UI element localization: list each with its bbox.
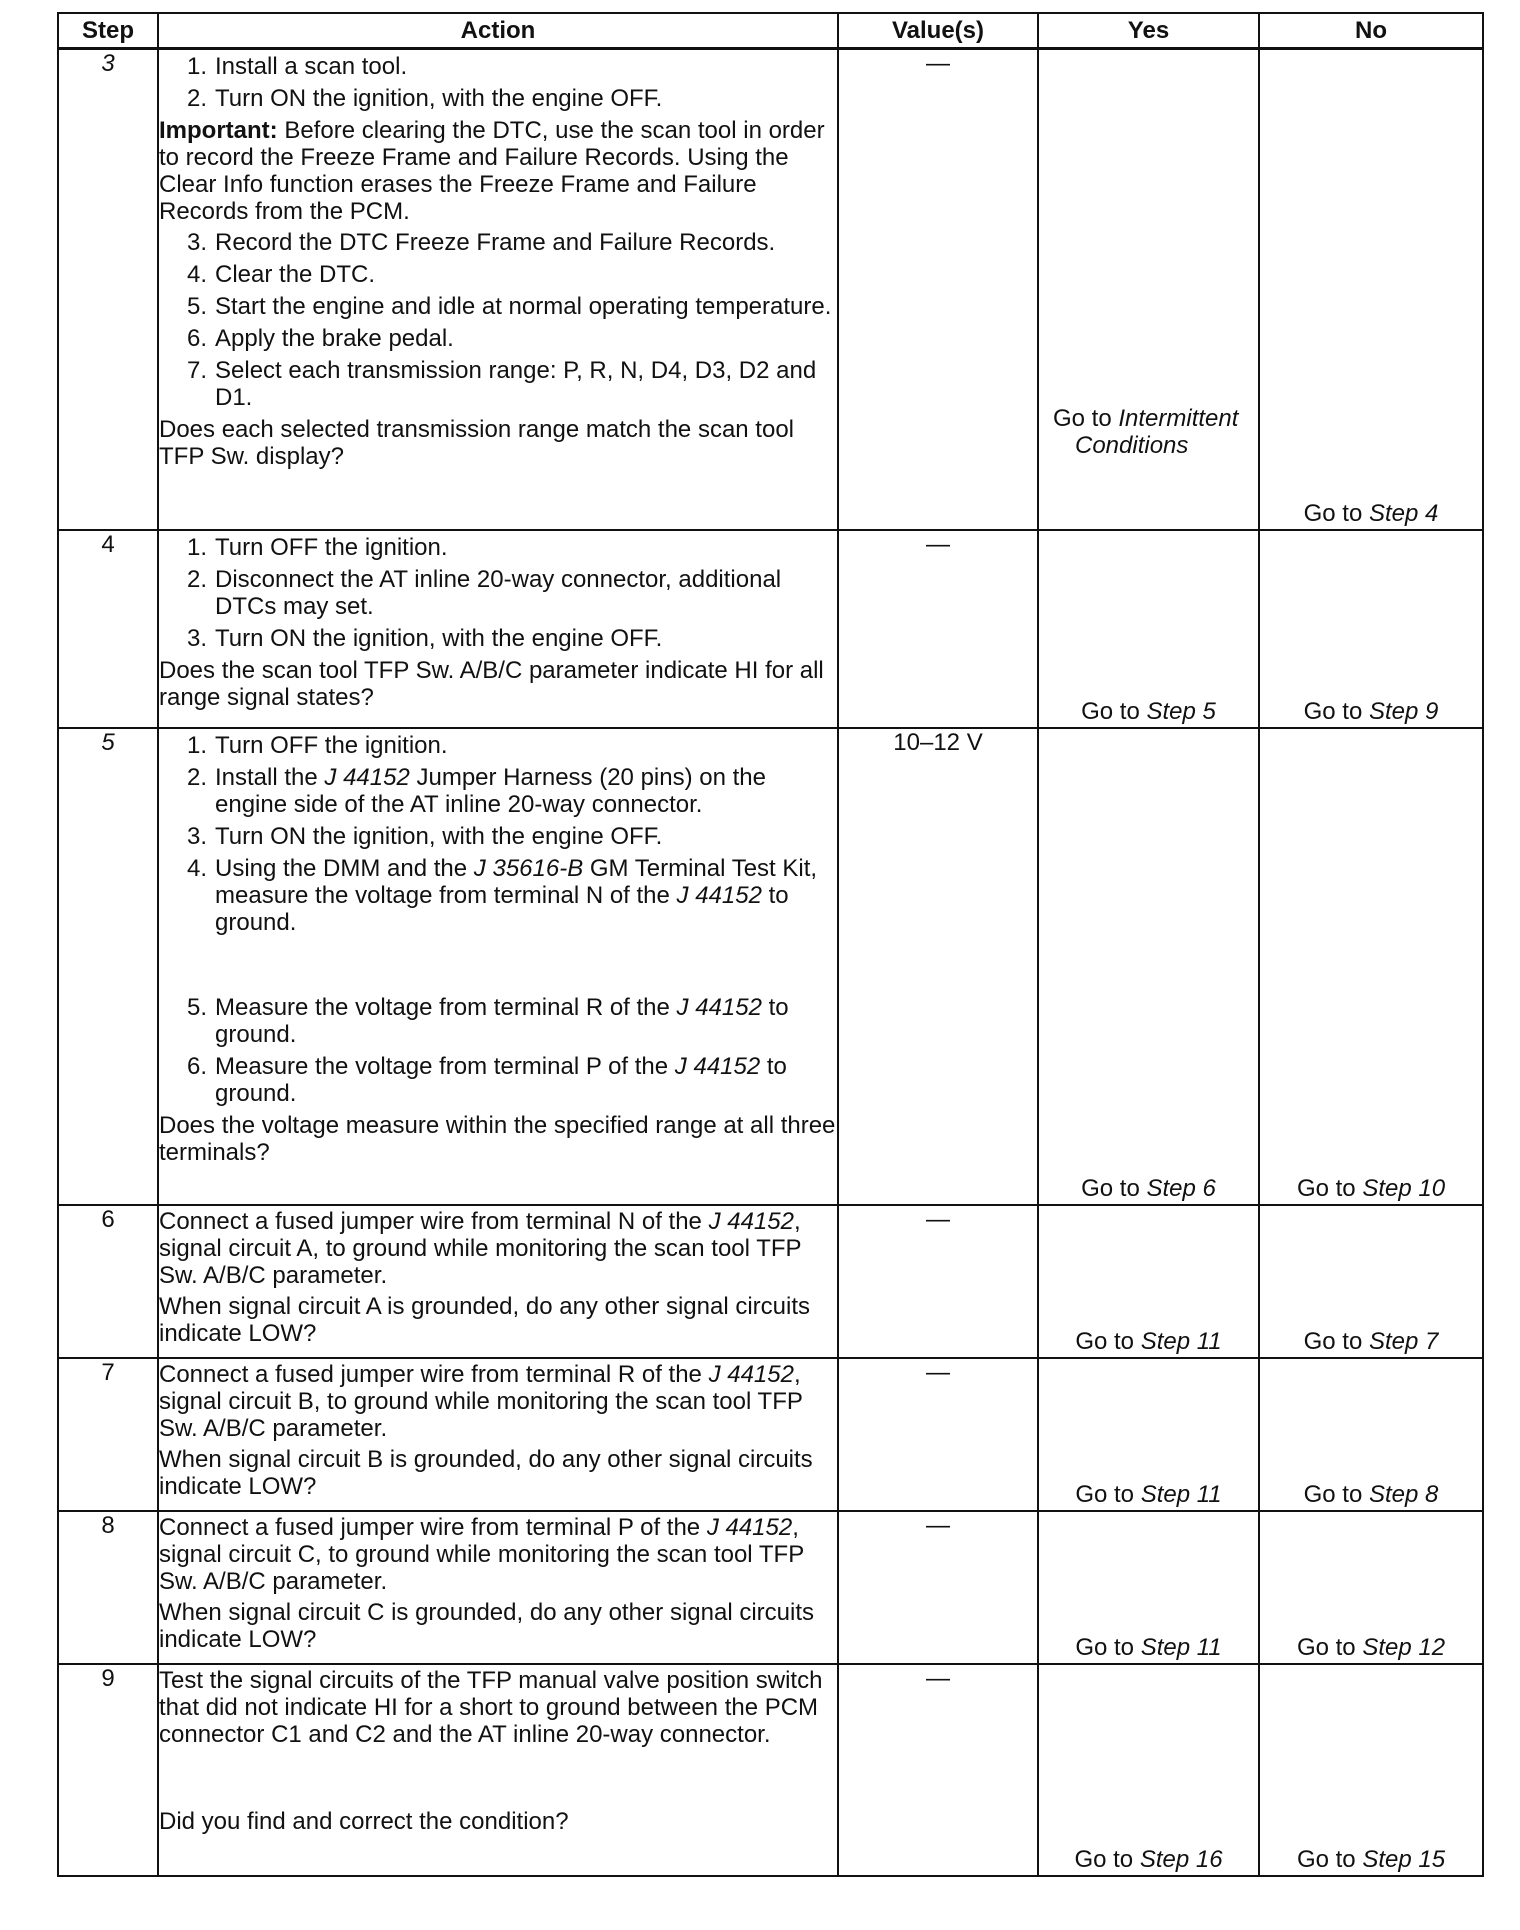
value-cell: — — [838, 1358, 1038, 1511]
value-cell: — — [838, 1664, 1038, 1876]
action-cell: Connect a fused jumper wire from terminal N of the J 44152, signal circuit A, to ground while monitoring the scan tool TFP Sw. A/B/C parameter. When signal circuit A is grounded, do any other signal circuits indicate LOW? — [158, 1205, 838, 1358]
table-row — [58, 530, 1483, 728]
value-cell: — — [838, 530, 1038, 728]
header-no: No — [1259, 13, 1483, 49]
list-item: 2. Disconnect the AT inline 20-way connector, additional DTCs may set. — [186, 566, 782, 620]
action-cell — [158, 49, 838, 531]
list-item: 1. Turn OFF the ignition. — [186, 534, 448, 561]
list-item: 5. Measure the voltage from terminal R of the J 44152 to ground. — [186, 994, 789, 1048]
list-item: 3. Turn ON the ignition, with the engine OFF. — [186, 625, 663, 652]
no-link[interactable]: Go to Step 7 — [1303, 1328, 1439, 1355]
list-item: 3. Record the DTC Freeze Frame and Failure Records. — [186, 229, 776, 256]
list-item: 1. Install a scan tool. — [186, 53, 408, 80]
yes-cell — [1038, 728, 1259, 1205]
yes-link[interactable]: Go to Step 6 — [1081, 1175, 1216, 1202]
step-number: 5 — [58, 728, 158, 1205]
header-step: Step — [58, 13, 158, 49]
list-item: 1. Turn OFF the ignition. — [186, 732, 448, 759]
no-cell — [1259, 1511, 1483, 1664]
yes-cell — [1038, 530, 1259, 728]
table-row — [58, 1511, 1483, 1664]
question: Did you find and correct the condition? — [159, 1808, 569, 1835]
table-row — [58, 1205, 1483, 1358]
list-item: 4. Using the DMM and the J 35616-B GM Terminal Test Kit, measure the voltage from terminal N of the J 44152 to ground. — [186, 855, 818, 936]
header-row — [58, 13, 1483, 49]
question: Does the scan tool TFP Sw. A/B/C parameter indicate HI for all range signal states? — [159, 657, 824, 711]
question: Does the voltage measure within the specified range at all three terminals? — [159, 1112, 836, 1166]
action-cell — [158, 728, 838, 1205]
yes-link[interactable]: Go to Step 11 — [1075, 1481, 1222, 1508]
yes-cell — [1038, 1664, 1259, 1876]
step-number: 7 — [58, 1358, 158, 1511]
action-cell: Connect a fused jumper wire from terminal R of the J 44152, signal circuit B, to ground while monitoring the scan tool TFP Sw. A/B/C parameter. When signal circuit B is grounded, do any other signal circuits indicate LOW? — [158, 1358, 838, 1511]
value-cell: — — [838, 1205, 1038, 1358]
yes-cell — [1038, 49, 1259, 531]
step-number: 9 — [58, 1664, 158, 1876]
list-item: 4. Clear the DTC. — [186, 261, 376, 288]
diagnostic-table — [57, 12, 1484, 1877]
no-link[interactable]: Go to Step 9 — [1303, 698, 1439, 725]
step-number: 8 — [58, 1511, 158, 1664]
list-item: 6. Measure the voltage from terminal P of the J 44152 to ground. — [186, 1053, 787, 1107]
yes-cell — [1038, 1358, 1259, 1511]
important-note: Important: Before clearing the DTC, use the scan tool in order to record the Freeze Frame and Failure Records. Using the Clear Info function erases the Freeze Frame and Failure Records from the PCM. — [159, 117, 825, 225]
yes-link[interactable]: Go to Step 11 — [1075, 1328, 1222, 1355]
value-cell: — — [838, 49, 1038, 531]
list-item: 7. Select each transmission range: P, R, N, D4, D3, D2 and D1. — [186, 357, 817, 411]
action-cell: Connect a fused jumper wire from terminal P of the J 44152, signal circuit C, to ground while monitoring the scan tool TFP Sw. A/B/C parameter. When signal circuit C is grounded, do any other signal circuits indicate LOW? — [158, 1511, 838, 1664]
no-link[interactable]: Go to Step 12 — [1296, 1634, 1446, 1661]
no-link[interactable]: Go to Step 15 — [1296, 1846, 1446, 1873]
question: Does each selected transmission range match the scan tool TFP Sw. display? — [159, 416, 795, 470]
question: When signal circuit B is grounded, do any other signal circuits indicate LOW? — [159, 1446, 813, 1500]
yes-cell — [1038, 1205, 1259, 1358]
table-row — [58, 1358, 1483, 1511]
step-number: 3 — [58, 49, 158, 531]
header-action: Action — [158, 13, 838, 49]
yes-link[interactable]: Go to Step 11 — [1075, 1634, 1222, 1661]
action-cell — [158, 530, 838, 728]
list-item: 6. Apply the brake pedal. — [186, 325, 454, 352]
no-link[interactable]: Go to Step 10 — [1296, 1175, 1446, 1202]
table-row — [58, 49, 1483, 531]
no-cell — [1259, 1205, 1483, 1358]
step-number: 4 — [58, 530, 158, 728]
no-cell — [1259, 49, 1483, 531]
no-link[interactable]: Go to Step 4 — [1303, 500, 1439, 527]
value-cell: — — [838, 1511, 1038, 1664]
no-cell — [1259, 530, 1483, 728]
header-values: Value(s) — [838, 13, 1038, 49]
question: When signal circuit C is grounded, do any other signal circuits indicate LOW? — [159, 1599, 814, 1653]
no-cell — [1259, 1664, 1483, 1876]
list-item: 3. Turn ON the ignition, with the engine OFF. — [186, 823, 663, 850]
no-link[interactable]: Go to Step 8 — [1303, 1481, 1439, 1508]
no-cell — [1259, 1358, 1483, 1511]
yes-link[interactable]: Go to Step 16 — [1074, 1846, 1223, 1873]
action-cell: Test the signal circuits of the TFP manual valve position switch that did not indicate HI for a short to ground between the PCM connector C1 and C2 and the AT inline 20-way connector. Did you find and correct the condition? — [158, 1664, 838, 1876]
list-item: 5. Start the engine and idle at normal operating temperature. — [186, 293, 832, 320]
header-yes: Yes — [1038, 13, 1259, 49]
list-item: 2. Turn ON the ignition, with the engine OFF. — [186, 85, 663, 112]
value-cell: 10–12 V — [838, 728, 1038, 1205]
table-row — [58, 728, 1483, 1205]
question: When signal circuit A is grounded, do any other signal circuits indicate LOW? — [159, 1293, 811, 1347]
list-item: 2. Install the J 44152 Jumper Harness (20 pins) on the engine side of the AT inline 20-way connector. — [186, 764, 766, 818]
yes-cell — [1038, 1511, 1259, 1664]
step-number: 6 — [58, 1205, 158, 1358]
no-cell — [1259, 728, 1483, 1205]
yes-link[interactable]: Go to Intermittent Conditions — [1053, 405, 1239, 459]
yes-link[interactable]: Go to Step 5 — [1081, 698, 1216, 725]
table-row — [58, 1664, 1483, 1876]
